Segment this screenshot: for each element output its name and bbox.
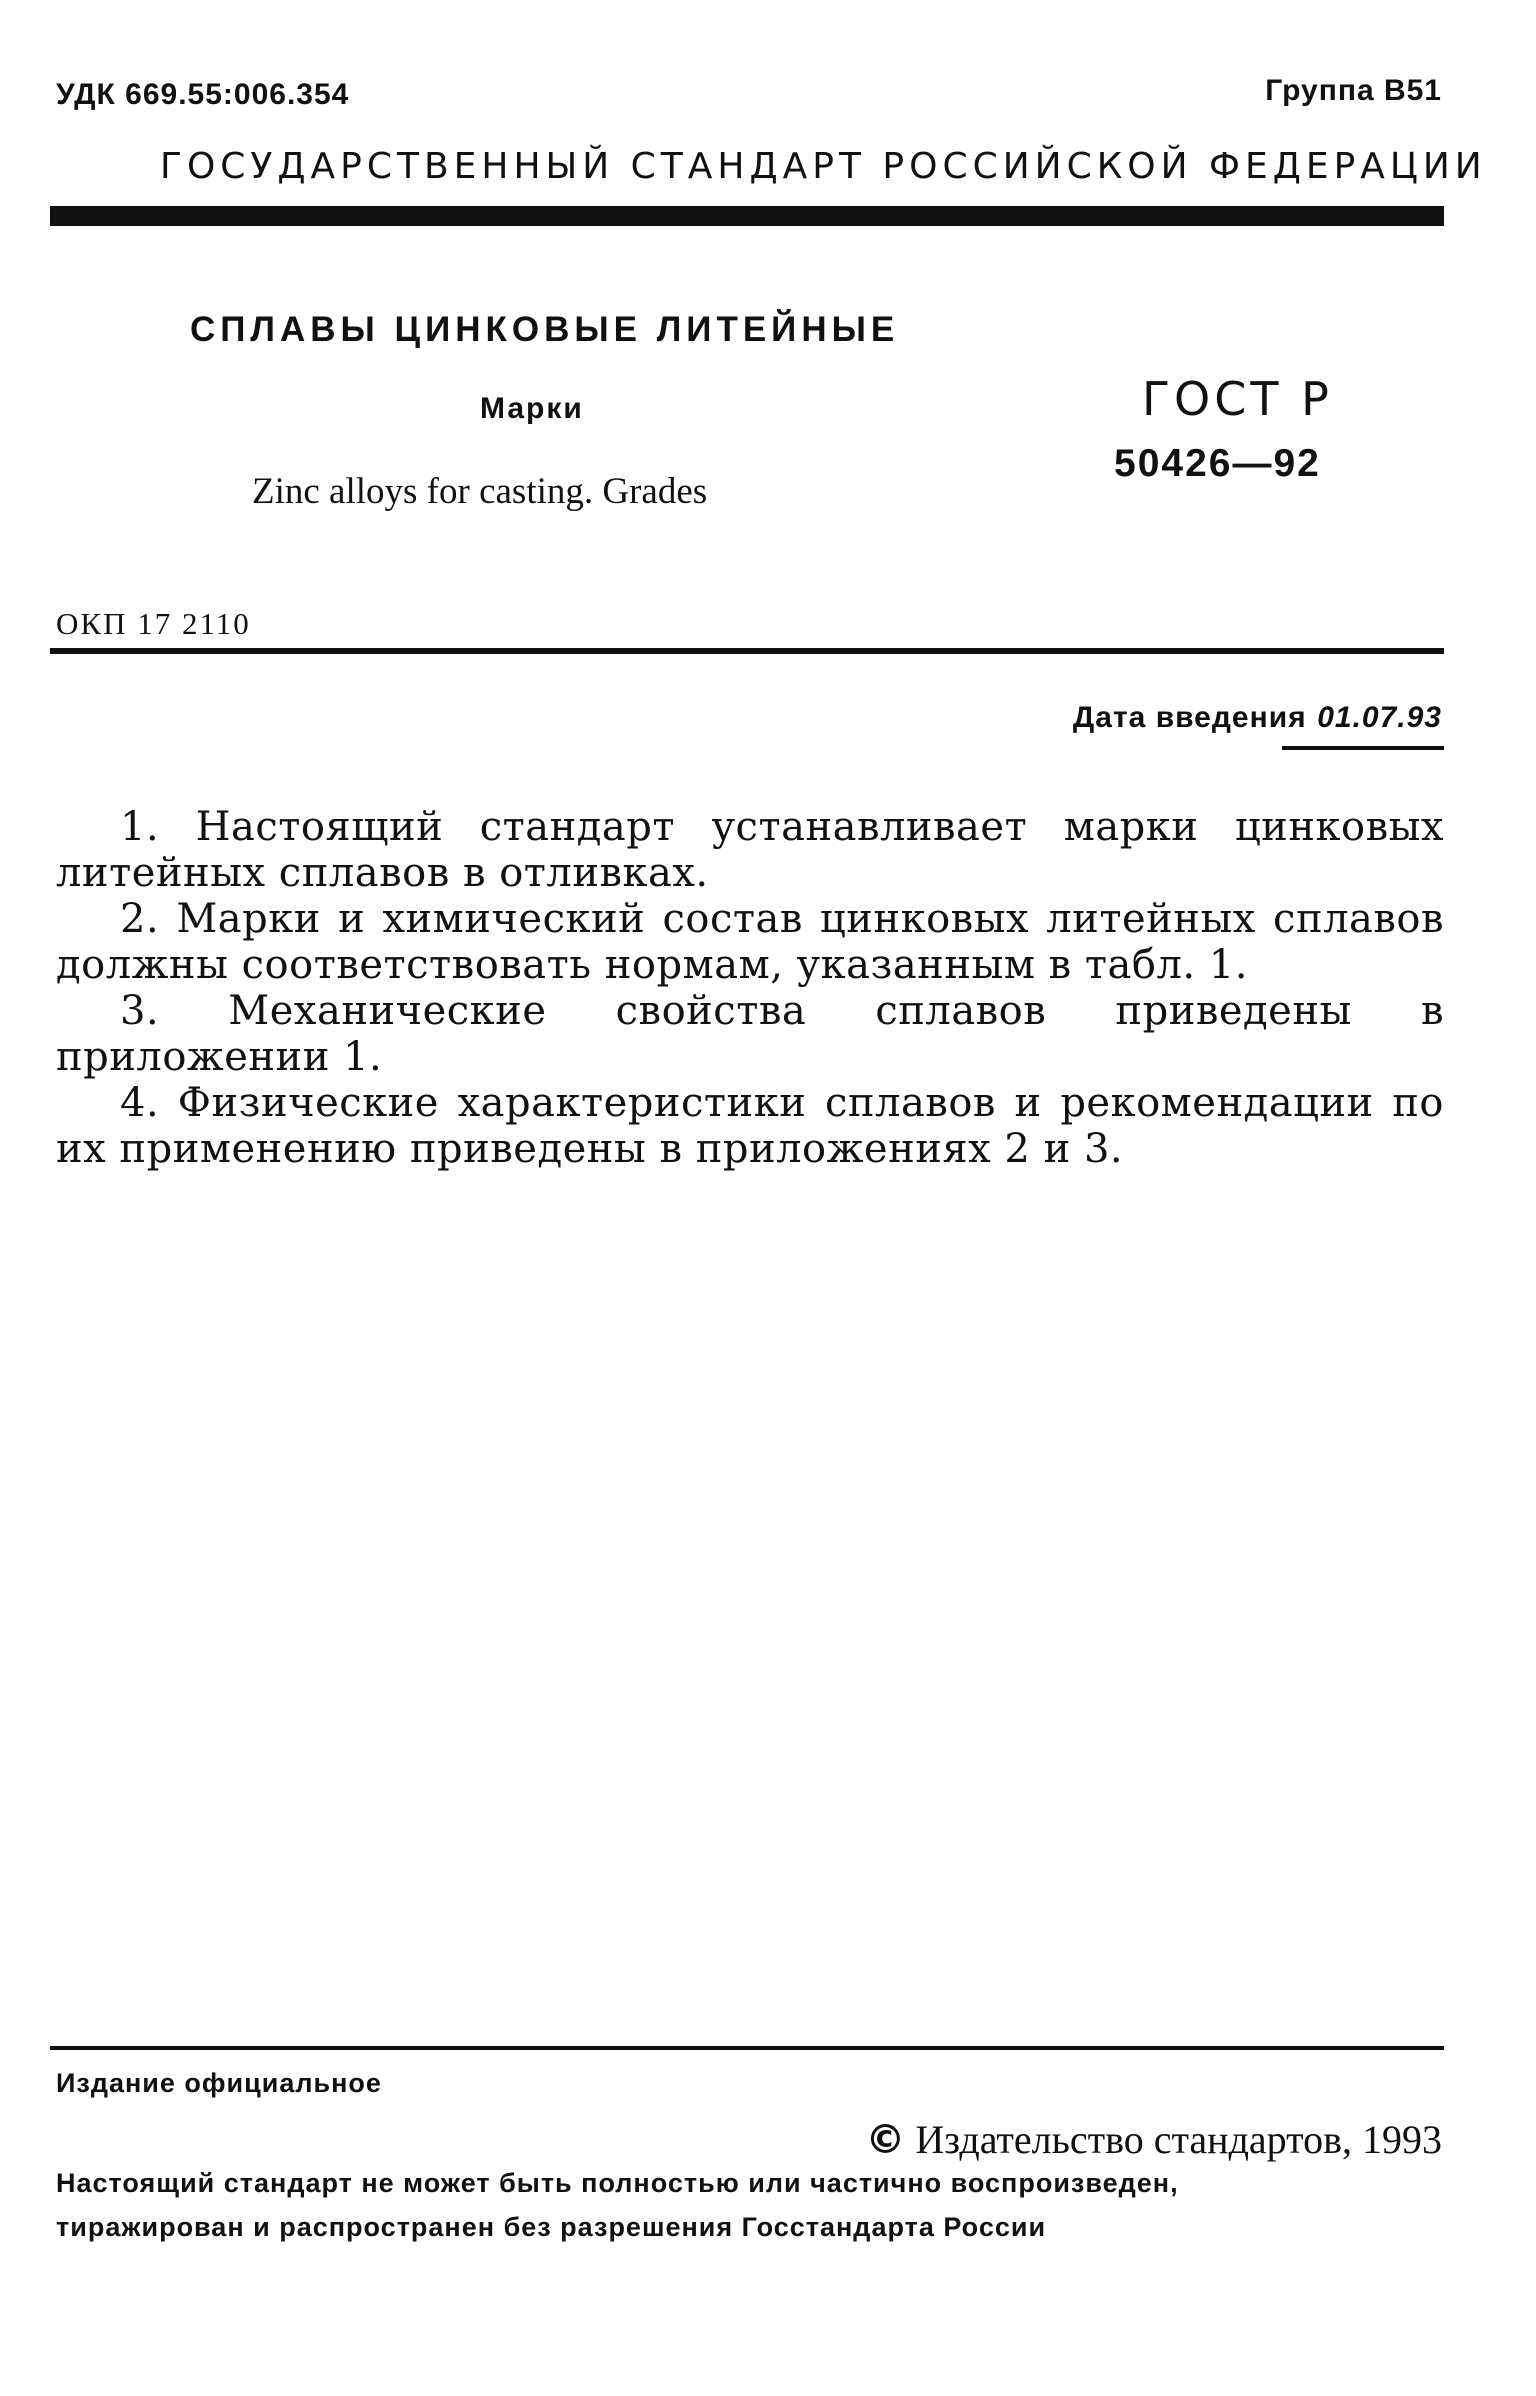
notice-line-1: Настоящий стандарт не может быть полностью или частично воспроизведен, (56, 2168, 1179, 2198)
okp-code: ОКП 17 2110 (56, 606, 251, 641)
header-thick-rule (50, 206, 1444, 226)
okp-rule (50, 648, 1444, 654)
intro-date (1073, 700, 1442, 735)
gost-label: ГОСТ Р (1142, 372, 1333, 426)
copyright (865, 2116, 1442, 2163)
standard-subtitle: Марки (480, 392, 584, 425)
intro-date-value: 01.07.93 (1317, 701, 1442, 734)
copyright-text: Издательство стандартов, 1993 (915, 2117, 1442, 2162)
udk-code: УДК 669.55:006.354 (56, 78, 350, 111)
footer-rule (50, 2046, 1444, 2050)
notice-line-2: тиражирован и распространен без разрешения Госстандарта России (56, 2212, 1047, 2242)
copyright-icon: © (865, 2117, 906, 2163)
paragraph-2: 2. Марки и химический состав цинковых литейных сплавов должны соответствовать нормам, указанным в табл. 1. (56, 896, 1444, 988)
paragraph-3: 3. Механические свойства сплавов приведены в приложении 1. (56, 988, 1444, 1080)
intro-date-label: Дата введения (1072, 701, 1307, 734)
standard-title-english: Zinc alloys for casting. Grades (252, 471, 708, 512)
gost-number: 50426—92 (1114, 442, 1321, 485)
body-text (56, 804, 1444, 1172)
paragraph-4: 4. Физические характеристики сплавов и рекомендации по их применению приведены в приложениях 2 и 3. (56, 1080, 1444, 1172)
official-edition: Издание официальное (56, 2068, 382, 2098)
intro-date-underline (1282, 746, 1444, 750)
paragraph-1: 1. Настоящий стандарт устанавливает марки цинковых литейных сплавов в отливках. (56, 804, 1444, 896)
standard-title: СПЛАВЫ ЦИНКОВЫЕ ЛИТЕЙНЫЕ (190, 310, 900, 349)
group-code: Группа В51 (1265, 74, 1442, 107)
document-header-title: ГОСУДАРСТВЕННЫЙ СТАНДАРТ РОССИЙСКОЙ ФЕДЕРАЦИИ (160, 146, 1487, 187)
